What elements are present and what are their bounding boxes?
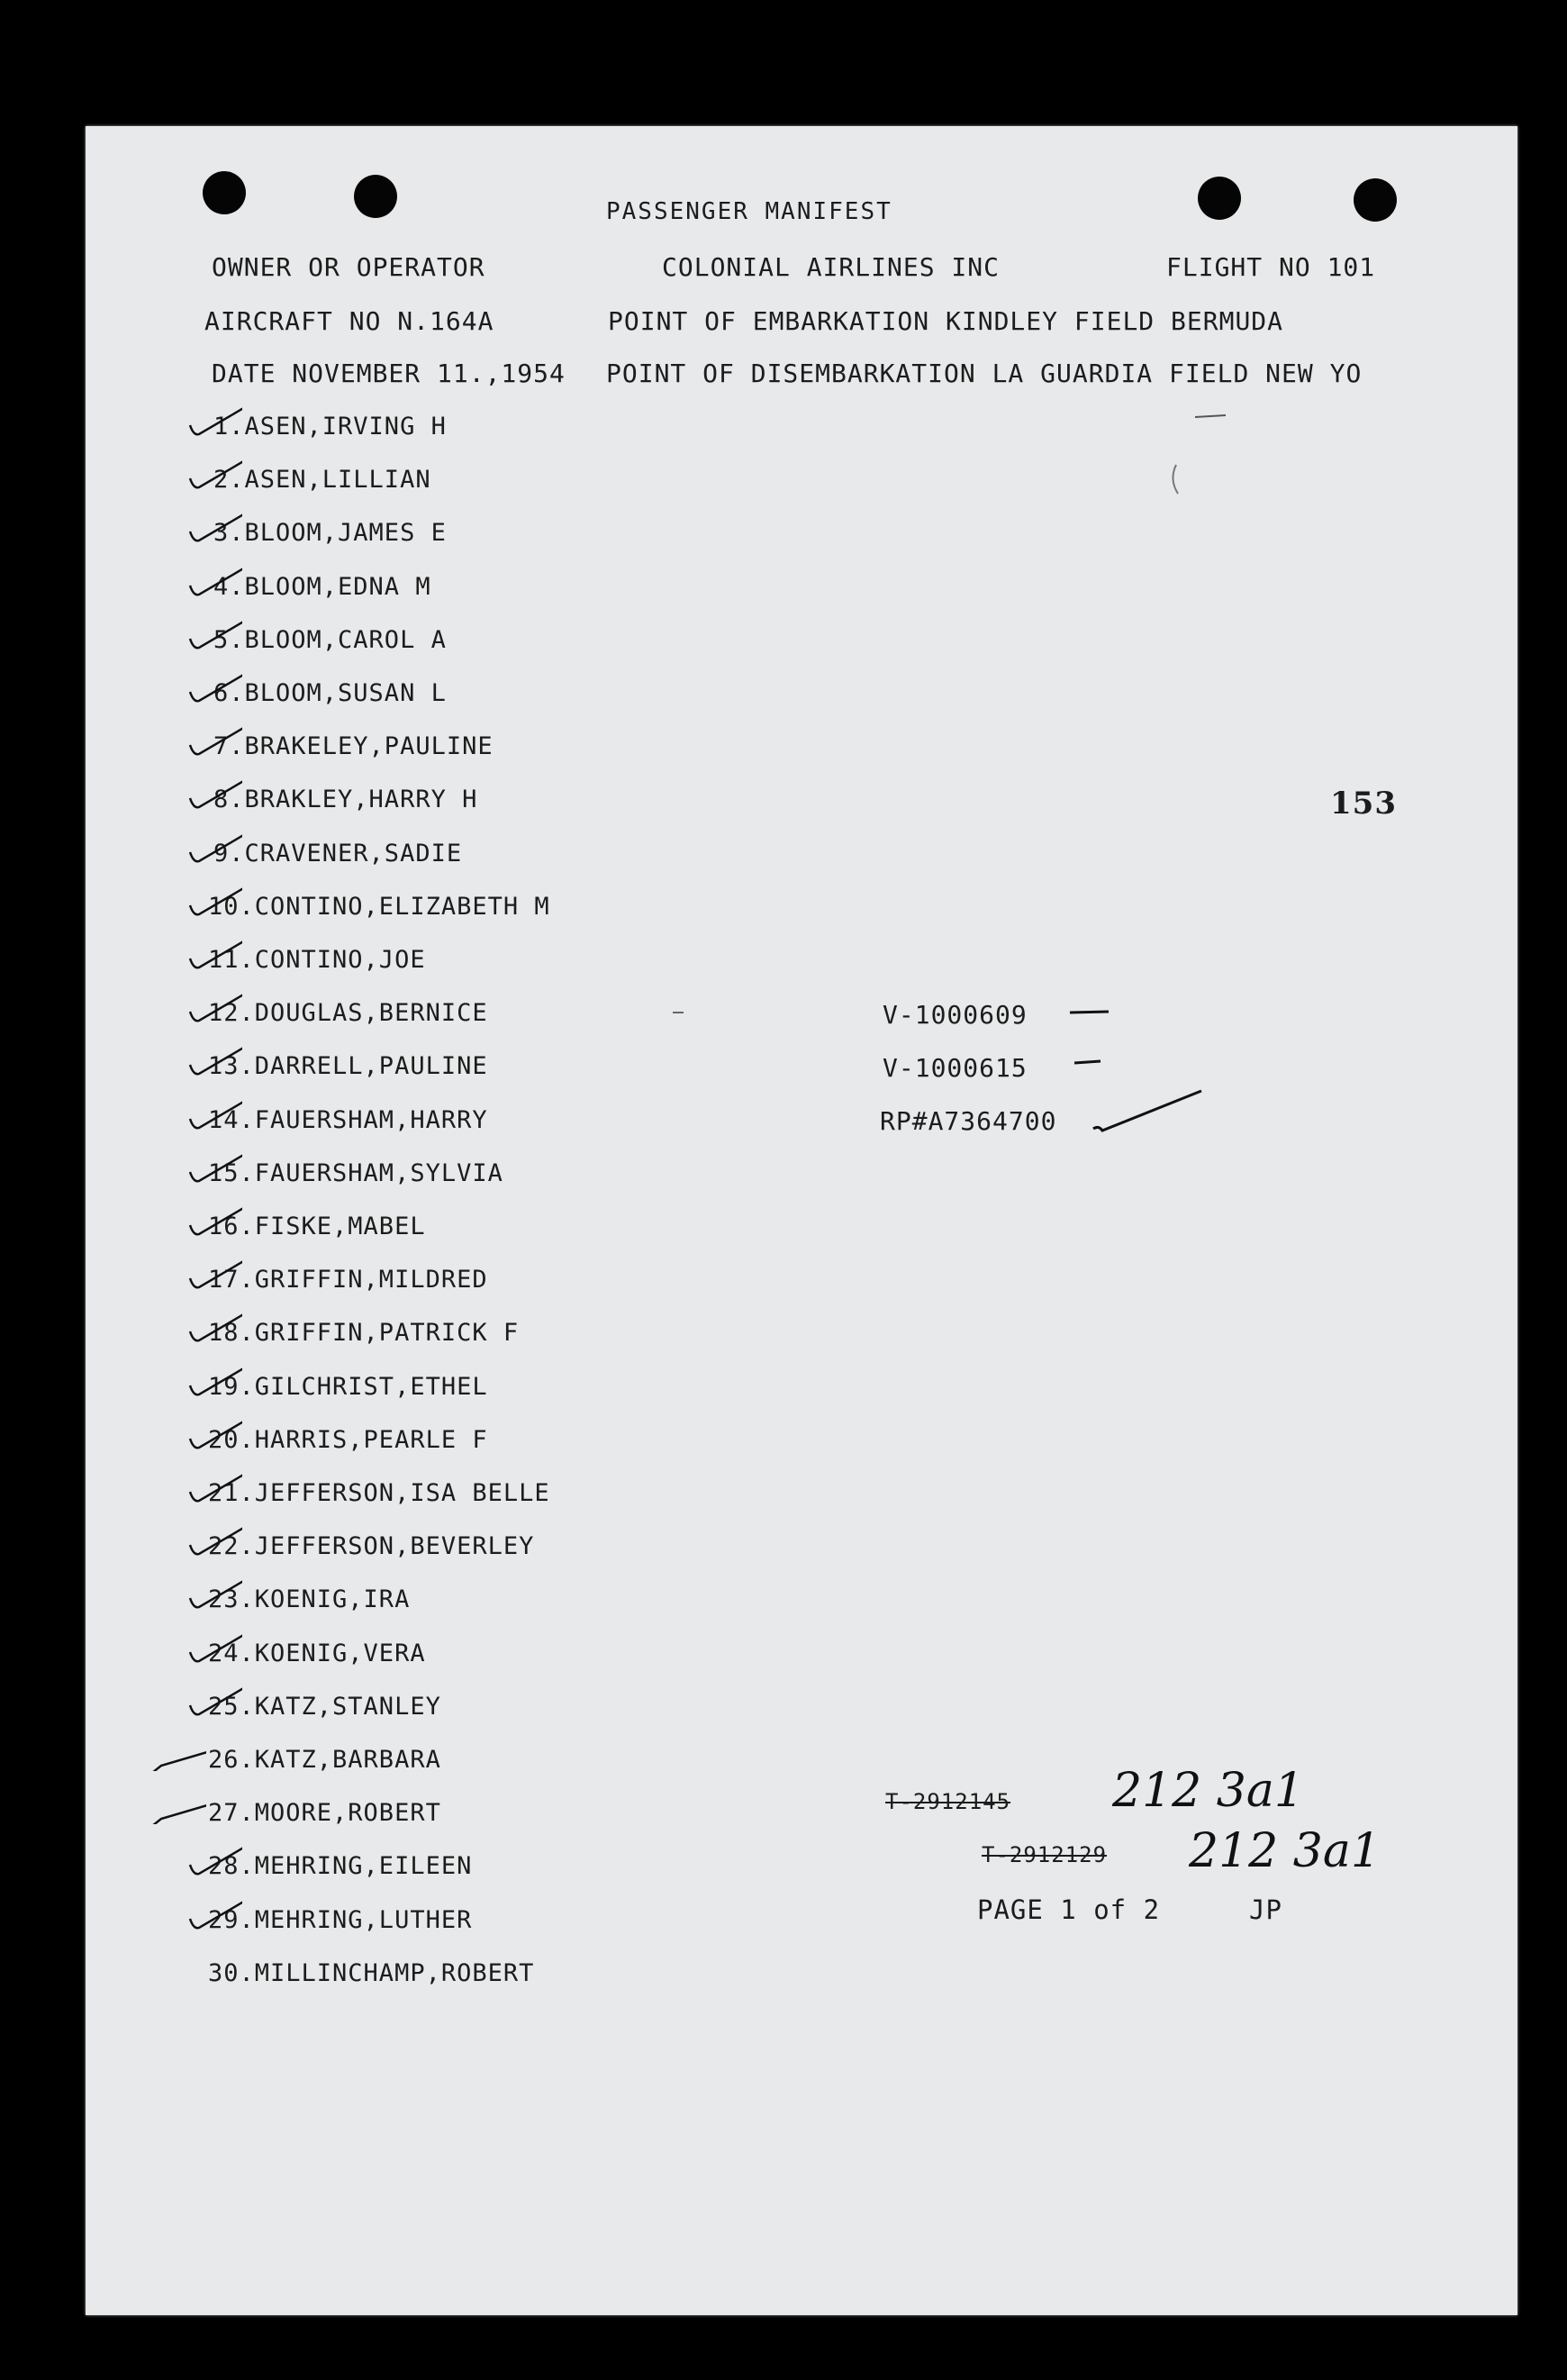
passenger-row: 4.BLOOM,EDNA M (213, 572, 431, 601)
passenger-row: 9.CRAVENER,SADIE (213, 839, 463, 868)
dash-mark-2 (1072, 1058, 1104, 1068)
pencil-mark (1162, 461, 1189, 497)
flight-date: DATE NOVEMBER 11.,1954 (212, 359, 566, 388)
ref-fauersham: RP#A7364700 (880, 1106, 1057, 1136)
passenger-row: 8.BRAKLEY,HARRY H (213, 786, 478, 814)
ref-millinchamp-handwritten: 212 3a1 (1189, 1824, 1381, 1878)
punch-hole-left-1 (203, 171, 246, 214)
flight-number: FLIGHT NO 101 (1166, 252, 1376, 282)
stray-mark (671, 1009, 689, 1016)
passenger-row: 6.BLOOM,SUSAN L (213, 679, 447, 707)
ref-moore-handwritten: 212 3a1 (1112, 1764, 1304, 1818)
owner-value: COLONIAL AIRLINES INC (662, 252, 1001, 282)
passenger-row: 22.JEFFERSON,BEVERLEY (208, 1532, 535, 1561)
passenger-row: 5.BLOOM,CAROL A (213, 625, 447, 654)
ref-millinchamp-struck: T-2912129 (982, 1842, 1108, 1867)
passenger-row: 19.GILCHRIST,ETHEL (208, 1372, 488, 1401)
header-tick-mark (1193, 413, 1229, 422)
embarkation-point: POINT OF EMBARKATION KINDLEY FIELD BERMUDA (608, 306, 1284, 336)
stamp-number: 153 (1330, 786, 1397, 822)
passenger-row: 26.KATZ,BARBARA (208, 1746, 441, 1774)
passenger-row: 7.BRAKELEY,PAULINE (213, 732, 494, 761)
passenger-row: 30.MILLINCHAMP,ROBERT (208, 1958, 535, 1987)
manifest-page (86, 126, 1517, 2315)
passenger-row: 17.GRIFFIN,MILDRED (208, 1266, 488, 1294)
passenger-row: 12.DOUGLAS,BERNICE (208, 999, 488, 1028)
check-mark (149, 1735, 206, 1771)
passenger-row: 10.CONTINO,ELIZABETH M (208, 892, 550, 921)
passenger-row: 21.JEFFERSON,ISA BELLE (208, 1479, 550, 1507)
passenger-row: 1.ASEN,IRVING H (213, 413, 447, 441)
passenger-row: 3.BLOOM,JAMES E (213, 519, 447, 548)
passenger-row: 27.MOORE,ROBERT (208, 1799, 441, 1828)
aircraft-number: AIRCRAFT NO N.164A (204, 306, 494, 336)
passenger-row: 28.MEHRING,EILEEN (208, 1852, 473, 1881)
passenger-row: 11.CONTINO,JOE (208, 946, 426, 974)
clerk-initials: JP (1249, 1894, 1282, 1925)
dash-mark-1 (1067, 1007, 1112, 1018)
check-mark (149, 1788, 206, 1824)
ref-darrell: V-1000615 (883, 1053, 1028, 1083)
disembarkation-point: POINT OF DISEMBARKATION LA GUARDIA FIELD NEW YO (606, 359, 1363, 388)
punch-hole-right-2 (1354, 178, 1397, 222)
passenger-row: 24.KOENIG,VERA (208, 1639, 426, 1667)
page-indicator: PAGE 1 of 2 (977, 1894, 1161, 1925)
passenger-row: 18.GRIFFIN,PATRICK F (208, 1319, 520, 1348)
passenger-row: 16.FISKE,MABEL (208, 1213, 426, 1240)
passenger-row: 13.DARRELL,PAULINE (208, 1052, 488, 1081)
passenger-row: 20.HARRIS,PEARLE F (208, 1425, 488, 1454)
punch-hole-right-1 (1198, 177, 1241, 220)
punch-hole-left-2 (354, 175, 397, 218)
owner-label: OWNER OR OPERATOR (212, 252, 485, 282)
passenger-row: 15.FAUERSHAM,SYLVIA (208, 1158, 503, 1187)
ref-moore-struck: T-2912145 (885, 1789, 1011, 1814)
check-mark-ref (1090, 1086, 1207, 1136)
passenger-row: 29.MEHRING,LUTHER (208, 1905, 473, 1934)
ref-douglas: V-1000609 (883, 1000, 1028, 1030)
passenger-row: 2.ASEN,LILLIAN (213, 466, 431, 495)
passenger-row: 14.FAUERSHAM,HARRY (208, 1105, 488, 1134)
passenger-row: 23.KOENIG,IRA (208, 1585, 411, 1614)
manifest-title: PASSENGER MANIFEST (606, 198, 892, 225)
passenger-row: 25.KATZ,STANLEY (208, 1692, 441, 1721)
